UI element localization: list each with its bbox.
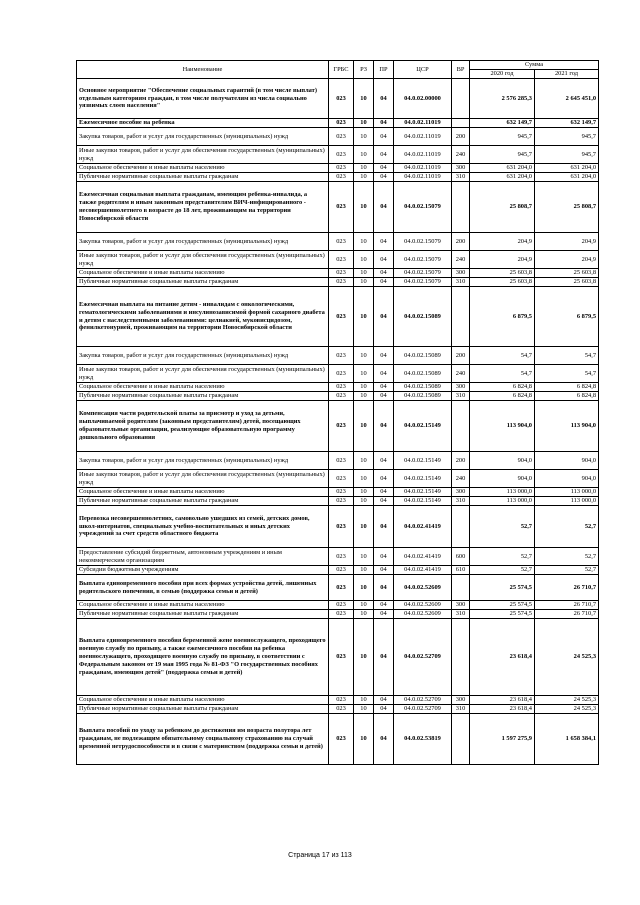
cell-name: Иные закупки товаров, работ и услуг для обеспечения государственных (муниципальных) нужд: [77, 251, 329, 269]
cell-grbs: 023: [329, 506, 354, 548]
cell-rz: 10: [354, 79, 374, 119]
cell-name: Перевозка несовершеннолетних, самовольно ушедших из семей, детских домов, школ-интернатов, специальных учебно-воспитательных и иных детских учреждений за счет средств областного бюджета: [77, 506, 329, 548]
table-row: [77, 182, 599, 233]
cell-sum-2020: 6 879,5: [470, 287, 535, 347]
cell-rz: 10: [354, 575, 374, 601]
cell-vr: 200: [452, 128, 470, 146]
cell-vr: 310: [452, 392, 470, 401]
cell-vr: 240: [452, 146, 470, 164]
cell-name: Иные закупки товаров, работ и услуг для обеспечения государственных (муниципальных) нужд: [77, 146, 329, 164]
table-row: [77, 488, 599, 497]
cell-sum-2021: 904,0: [535, 452, 599, 470]
cell-name: Закупка товаров, работ и услуг для государственных (муниципальных) нужд: [77, 452, 329, 470]
cell-sum-2021: 25 603,8: [535, 269, 599, 278]
cell-sum-2021: 945,7: [535, 146, 599, 164]
cell-name: Социальное обеспечение и иные выплаты населению: [77, 383, 329, 392]
cell-sum-2020: 25 603,8: [470, 278, 535, 287]
cell-sum-2021: 2 645 451,0: [535, 79, 599, 119]
cell-grbs: 023: [329, 610, 354, 619]
cell-pr: 04: [374, 79, 394, 119]
cell-grbs: 023: [329, 251, 354, 269]
cell-sum-2020: 25 808,7: [470, 182, 535, 233]
column-header-sum: Сумма: [470, 61, 599, 70]
cell-rz: 10: [354, 696, 374, 705]
cell-sum-2021: 204,9: [535, 233, 599, 251]
column-header-grbs: ГРБС: [329, 61, 354, 79]
cell-vr: [452, 619, 470, 696]
cell-grbs: 023: [329, 452, 354, 470]
cell-sum-2020: 2 576 285,3: [470, 79, 535, 119]
cell-name: Иные закупки товаров, работ и услуг для обеспечения государственных (муниципальных) нужд: [77, 365, 329, 383]
cell-name: Ежемесячная выплата на питание детям - инвалидам с онкологическими, гематологическими заболеваниями и инсулинозависимой формой сахарного диабета и детям с наследственными заболеваниями: целиакией, муковисцидозом, фенилкетонурией, проживающим на территории Новосибирской области: [77, 287, 329, 347]
cell-grbs: 023: [329, 347, 354, 365]
cell-rz: 10: [354, 182, 374, 233]
table-row: [77, 506, 599, 548]
cell-csr: 04.0.02.52709: [394, 705, 452, 714]
cell-sum-2021: 24 525,3: [535, 696, 599, 705]
cell-rz: 10: [354, 470, 374, 488]
cell-sum-2021: 6 824,8: [535, 383, 599, 392]
cell-pr: 04: [374, 146, 394, 164]
cell-pr: 04: [374, 497, 394, 506]
cell-sum-2021: 52,7: [535, 548, 599, 566]
cell-pr: 04: [374, 488, 394, 497]
cell-pr: 04: [374, 173, 394, 182]
cell-vr: 310: [452, 705, 470, 714]
cell-sum-2020: 631 204,0: [470, 164, 535, 173]
cell-pr: 04: [374, 287, 394, 347]
cell-name: Социальное обеспечение и иные выплаты населению: [77, 488, 329, 497]
cell-grbs: 023: [329, 705, 354, 714]
cell-sum-2021: 113 000,0: [535, 497, 599, 506]
cell-rz: 10: [354, 610, 374, 619]
cell-csr: 04.0.02.15149: [394, 452, 452, 470]
cell-sum-2020: 25 603,8: [470, 269, 535, 278]
table-row: [77, 146, 599, 164]
cell-pr: 04: [374, 251, 394, 269]
cell-vr: 200: [452, 347, 470, 365]
cell-csr: 04.0.02.15149: [394, 401, 452, 452]
cell-name: Основное мероприятие "Обеспечение социальных гарантий (в том числе выплат) отдельным категориям граждан, в том числе получателям из числа социально уязвимых слоев населения": [77, 79, 329, 119]
cell-pr: 04: [374, 269, 394, 278]
cell-sum-2021: 632 149,7: [535, 119, 599, 128]
cell-sum-2020: 6 824,8: [470, 392, 535, 401]
cell-csr: 04.0.02.11019: [394, 164, 452, 173]
cell-sum-2021: 24 525,3: [535, 705, 599, 714]
cell-sum-2021: 26 710,7: [535, 610, 599, 619]
cell-csr: 04.0.02.11019: [394, 173, 452, 182]
cell-vr: 200: [452, 452, 470, 470]
table-row: [77, 251, 599, 269]
cell-vr: 300: [452, 383, 470, 392]
cell-rz: 10: [354, 497, 374, 506]
cell-vr: [452, 79, 470, 119]
cell-grbs: 023: [329, 488, 354, 497]
cell-pr: 04: [374, 347, 394, 365]
column-header-pr: ПР: [374, 61, 394, 79]
cell-pr: 04: [374, 278, 394, 287]
cell-pr: 04: [374, 575, 394, 601]
cell-pr: 04: [374, 365, 394, 383]
cell-grbs: 023: [329, 497, 354, 506]
cell-grbs: 023: [329, 714, 354, 765]
table-row: [77, 696, 599, 705]
cell-vr: 300: [452, 269, 470, 278]
cell-pr: 04: [374, 566, 394, 575]
cell-rz: 10: [354, 287, 374, 347]
cell-vr: 300: [452, 164, 470, 173]
cell-vr: [452, 287, 470, 347]
cell-vr: [452, 714, 470, 765]
cell-name: Выплата единовременного пособия беременной жене военнослужащего, проходящего военную службу по призыву, а также ежемесячного пособия на ребенка военнослужащего, проходящего военную службу по призыву, в соответствии с Федеральным законом от 19 мая 1995 года № 81-ФЗ "О государственных пособиях гражданам, имеющим детей" (поддержка семьи и детей): [77, 619, 329, 696]
cell-pr: 04: [374, 233, 394, 251]
cell-pr: 04: [374, 714, 394, 765]
table-row: [77, 401, 599, 452]
cell-grbs: 023: [329, 392, 354, 401]
table-row: [77, 575, 599, 601]
cell-csr: 04.0.02.15089: [394, 383, 452, 392]
cell-sum-2021: 113 904,0: [535, 401, 599, 452]
cell-name: Закупка товаров, работ и услуг для государственных (муниципальных) нужд: [77, 347, 329, 365]
cell-vr: [452, 182, 470, 233]
cell-grbs: 023: [329, 79, 354, 119]
cell-rz: 10: [354, 119, 374, 128]
cell-csr: 04.0.02.15089: [394, 365, 452, 383]
cell-grbs: 023: [329, 401, 354, 452]
cell-csr: 04.0.02.15149: [394, 488, 452, 497]
cell-name: Субсидии бюджетным учреждениям: [77, 566, 329, 575]
cell-csr: 04.0.02.15149: [394, 470, 452, 488]
table-row: [77, 164, 599, 173]
cell-csr: 04.0.02.52609: [394, 610, 452, 619]
table-row: [77, 119, 599, 128]
cell-name: Закупка товаров, работ и услуг для государственных (муниципальных) нужд: [77, 233, 329, 251]
column-header-2021: 2021 год: [535, 70, 599, 79]
table-row: [77, 610, 599, 619]
cell-rz: 10: [354, 383, 374, 392]
table-row: [77, 79, 599, 119]
cell-sum-2020: 25 574,5: [470, 601, 535, 610]
cell-name: Социальное обеспечение и иные выплаты населению: [77, 601, 329, 610]
cell-sum-2021: 6 879,5: [535, 287, 599, 347]
cell-rz: 10: [354, 146, 374, 164]
column-header-vr: ВР: [452, 61, 470, 79]
cell-grbs: 023: [329, 269, 354, 278]
cell-grbs: 023: [329, 575, 354, 601]
cell-vr: 300: [452, 488, 470, 497]
table-row: [77, 128, 599, 146]
cell-rz: 10: [354, 347, 374, 365]
cell-pr: 04: [374, 506, 394, 548]
cell-csr: 04.0.02.52709: [394, 619, 452, 696]
cell-csr: 04.0.02.15079: [394, 269, 452, 278]
cell-name: Ежемесячное пособие на ребенка: [77, 119, 329, 128]
cell-name: Выплата пособий по уходу за ребенком до достижения им возраста полутора лет гражданам, не подлежащим обязательному социальному страхованию на случай временной нетрудоспособности и в связи с материнством (поддержка семьи и детей): [77, 714, 329, 765]
cell-csr: 04.0.02.15079: [394, 182, 452, 233]
cell-grbs: 023: [329, 119, 354, 128]
cell-csr: 04.0.02.41419: [394, 506, 452, 548]
page-footer: Страница 17 из 113: [288, 852, 352, 859]
cell-vr: [452, 401, 470, 452]
cell-pr: 04: [374, 696, 394, 705]
cell-csr: 04.0.02.15079: [394, 251, 452, 269]
cell-csr: 04.0.02.41419: [394, 566, 452, 575]
cell-name: Компенсация части родительской платы за присмотр и уход за детьми, выплачиваемой родителям (законным представителям) детей, посещающих образовательные организации, реализующие образовательную программу дошкольного образования: [77, 401, 329, 452]
cell-vr: 310: [452, 278, 470, 287]
cell-rz: 10: [354, 548, 374, 566]
cell-grbs: 023: [329, 601, 354, 610]
column-header-csr: ЦСР: [394, 61, 452, 79]
cell-vr: [452, 575, 470, 601]
cell-pr: 04: [374, 705, 394, 714]
cell-sum-2020: 25 574,5: [470, 575, 535, 601]
cell-pr: 04: [374, 401, 394, 452]
cell-vr: [452, 506, 470, 548]
cell-pr: 04: [374, 164, 394, 173]
cell-rz: 10: [354, 566, 374, 575]
cell-rz: 10: [354, 365, 374, 383]
cell-sum-2021: 904,0: [535, 470, 599, 488]
cell-csr: 04.0.02.11019: [394, 128, 452, 146]
budget-table: [76, 60, 599, 765]
cell-vr: 300: [452, 696, 470, 705]
cell-vr: 600: [452, 548, 470, 566]
cell-sum-2020: 23 618,4: [470, 705, 535, 714]
cell-grbs: 023: [329, 128, 354, 146]
cell-csr: 04.0.02.41419: [394, 548, 452, 566]
cell-sum-2021: 52,7: [535, 566, 599, 575]
cell-grbs: 023: [329, 566, 354, 575]
cell-sum-2021: 631 204,0: [535, 164, 599, 173]
cell-pr: 04: [374, 383, 394, 392]
cell-sum-2021: 54,7: [535, 347, 599, 365]
cell-pr: 04: [374, 610, 394, 619]
cell-pr: 04: [374, 119, 394, 128]
cell-name: Публичные нормативные социальные выплаты гражданам: [77, 610, 329, 619]
cell-sum-2020: 204,9: [470, 251, 535, 269]
budget-table-sheet: [76, 60, 598, 765]
cell-csr: 04.0.02.15079: [394, 233, 452, 251]
cell-sum-2020: 54,7: [470, 365, 535, 383]
cell-name: Предоставление субсидий бюджетным, автономным учреждениям и иным некоммерческим организациям: [77, 548, 329, 566]
table-row: [77, 392, 599, 401]
cell-csr: 04.0.02.52709: [394, 696, 452, 705]
cell-rz: 10: [354, 251, 374, 269]
cell-sum-2020: 25 574,5: [470, 610, 535, 619]
cell-grbs: 023: [329, 278, 354, 287]
cell-name: Закупка товаров, работ и услуг для государственных (муниципальных) нужд: [77, 128, 329, 146]
cell-sum-2021: 26 710,7: [535, 601, 599, 610]
cell-grbs: 023: [329, 233, 354, 251]
cell-grbs: 023: [329, 696, 354, 705]
cell-sum-2021: 945,7: [535, 128, 599, 146]
table-row: [77, 619, 599, 696]
cell-sum-2020: 904,0: [470, 470, 535, 488]
cell-name: Социальное обеспечение и иные выплаты населению: [77, 164, 329, 173]
cell-sum-2020: 945,7: [470, 128, 535, 146]
cell-vr: 310: [452, 173, 470, 182]
table-row: [77, 705, 599, 714]
cell-sum-2021: 25 603,8: [535, 278, 599, 287]
cell-pr: 04: [374, 548, 394, 566]
cell-sum-2020: 23 618,4: [470, 619, 535, 696]
table-row: [77, 548, 599, 566]
cell-grbs: 023: [329, 470, 354, 488]
cell-pr: 04: [374, 392, 394, 401]
cell-vr: 240: [452, 470, 470, 488]
cell-grbs: 023: [329, 365, 354, 383]
cell-sum-2020: 52,7: [470, 506, 535, 548]
cell-csr: 04.0.02.52609: [394, 601, 452, 610]
cell-rz: 10: [354, 164, 374, 173]
cell-sum-2020: 113 000,0: [470, 497, 535, 506]
table-row: [77, 601, 599, 610]
cell-sum-2020: 54,7: [470, 347, 535, 365]
cell-grbs: 023: [329, 548, 354, 566]
cell-grbs: 023: [329, 619, 354, 696]
cell-grbs: 023: [329, 164, 354, 173]
cell-vr: 240: [452, 365, 470, 383]
cell-rz: 10: [354, 506, 374, 548]
cell-sum-2020: 23 618,4: [470, 696, 535, 705]
cell-grbs: 023: [329, 287, 354, 347]
cell-vr: 240: [452, 251, 470, 269]
cell-csr: 04.0.02.15149: [394, 497, 452, 506]
cell-sum-2021: 24 525,3: [535, 619, 599, 696]
cell-grbs: 023: [329, 383, 354, 392]
cell-rz: 10: [354, 173, 374, 182]
column-header-rz: РЗ: [354, 61, 374, 79]
table-row: [77, 470, 599, 488]
cell-sum-2020: 52,7: [470, 566, 535, 575]
table-row: [77, 233, 599, 251]
cell-pr: 04: [374, 470, 394, 488]
cell-rz: 10: [354, 619, 374, 696]
cell-rz: 10: [354, 269, 374, 278]
table-row: [77, 566, 599, 575]
table-row: [77, 173, 599, 182]
cell-name: Социальное обеспечение и иные выплаты населению: [77, 269, 329, 278]
table-row: [77, 383, 599, 392]
cell-rz: 10: [354, 392, 374, 401]
cell-rz: 10: [354, 452, 374, 470]
cell-csr: 04.0.02.15089: [394, 287, 452, 347]
cell-vr: 610: [452, 566, 470, 575]
table-row: [77, 347, 599, 365]
cell-sum-2020: 52,7: [470, 548, 535, 566]
cell-sum-2021: 113 000,0: [535, 488, 599, 497]
cell-sum-2020: 6 824,8: [470, 383, 535, 392]
cell-sum-2020: 631 204,0: [470, 173, 535, 182]
table-row: [77, 278, 599, 287]
cell-csr: 04.0.02.52609: [394, 575, 452, 601]
cell-grbs: 023: [329, 146, 354, 164]
cell-csr: 04.0.02.11019: [394, 119, 452, 128]
cell-csr: 04.0.02.11019: [394, 146, 452, 164]
cell-name: Публичные нормативные социальные выплаты гражданам: [77, 497, 329, 506]
cell-pr: 04: [374, 601, 394, 610]
cell-rz: 10: [354, 401, 374, 452]
cell-sum-2020: 904,0: [470, 452, 535, 470]
table-row: [77, 287, 599, 347]
cell-pr: 04: [374, 452, 394, 470]
cell-name: Публичные нормативные социальные выплаты гражданам: [77, 705, 329, 714]
table-row: [77, 497, 599, 506]
cell-rz: 10: [354, 714, 374, 765]
cell-rz: 10: [354, 233, 374, 251]
cell-csr: 04.0.02.15089: [394, 347, 452, 365]
cell-vr: 300: [452, 601, 470, 610]
cell-rz: 10: [354, 488, 374, 497]
table-row: [77, 714, 599, 765]
cell-sum-2020: 204,9: [470, 233, 535, 251]
cell-sum-2021: 204,9: [535, 251, 599, 269]
cell-vr: 200: [452, 233, 470, 251]
cell-csr: 04.0.02.15079: [394, 278, 452, 287]
cell-sum-2020: 113 904,0: [470, 401, 535, 452]
cell-sum-2021: 52,7: [535, 506, 599, 548]
cell-pr: 04: [374, 128, 394, 146]
cell-sum-2021: 54,7: [535, 365, 599, 383]
cell-name: Публичные нормативные социальные выплаты гражданам: [77, 278, 329, 287]
column-header-2020: 2020 год: [470, 70, 535, 79]
cell-sum-2020: 113 000,0: [470, 488, 535, 497]
cell-pr: 04: [374, 619, 394, 696]
cell-sum-2021: 25 808,7: [535, 182, 599, 233]
cell-name: Выплата единовременного пособия при всех формах устройства детей, лишенных родительского попечения, в семью (поддержка семьи и детей): [77, 575, 329, 601]
cell-sum-2021: 631 204,0: [535, 173, 599, 182]
cell-sum-2021: 1 658 384,1: [535, 714, 599, 765]
table-row: [77, 269, 599, 278]
cell-name: Публичные нормативные социальные выплаты гражданам: [77, 173, 329, 182]
cell-rz: 10: [354, 601, 374, 610]
cell-vr: 310: [452, 610, 470, 619]
cell-csr: 04.0.02.15089: [394, 392, 452, 401]
table-row: [77, 452, 599, 470]
column-header-name: Наименование: [77, 61, 329, 79]
cell-csr: 04.0.02.53819: [394, 714, 452, 765]
cell-sum-2021: 6 824,8: [535, 392, 599, 401]
cell-vr: 310: [452, 497, 470, 506]
cell-name: Социальное обеспечение и иные выплаты населению: [77, 696, 329, 705]
cell-sum-2020: 1 597 275,9: [470, 714, 535, 765]
cell-grbs: 023: [329, 182, 354, 233]
cell-rz: 10: [354, 128, 374, 146]
cell-pr: 04: [374, 182, 394, 233]
table-row: [77, 365, 599, 383]
cell-sum-2020: 945,7: [470, 146, 535, 164]
cell-rz: 10: [354, 278, 374, 287]
cell-name: Публичные нормативные социальные выплаты гражданам: [77, 392, 329, 401]
cell-rz: 10: [354, 705, 374, 714]
cell-name: Ежемесячная социальная выплата гражданам, имеющим ребенка-инвалида, а также родителям и иным законным представителям ВИЧ-инфицированного - несовершеннолетнего в возрасте до 18 лет, проживающим на территории Новосибирской области: [77, 182, 329, 233]
cell-grbs: 023: [329, 173, 354, 182]
cell-sum-2020: 632 149,7: [470, 119, 535, 128]
cell-vr: [452, 119, 470, 128]
cell-csr: 04.0.02.00000: [394, 79, 452, 119]
cell-name: Иные закупки товаров, работ и услуг для обеспечения государственных (муниципальных) нужд: [77, 470, 329, 488]
cell-sum-2021: 26 710,7: [535, 575, 599, 601]
